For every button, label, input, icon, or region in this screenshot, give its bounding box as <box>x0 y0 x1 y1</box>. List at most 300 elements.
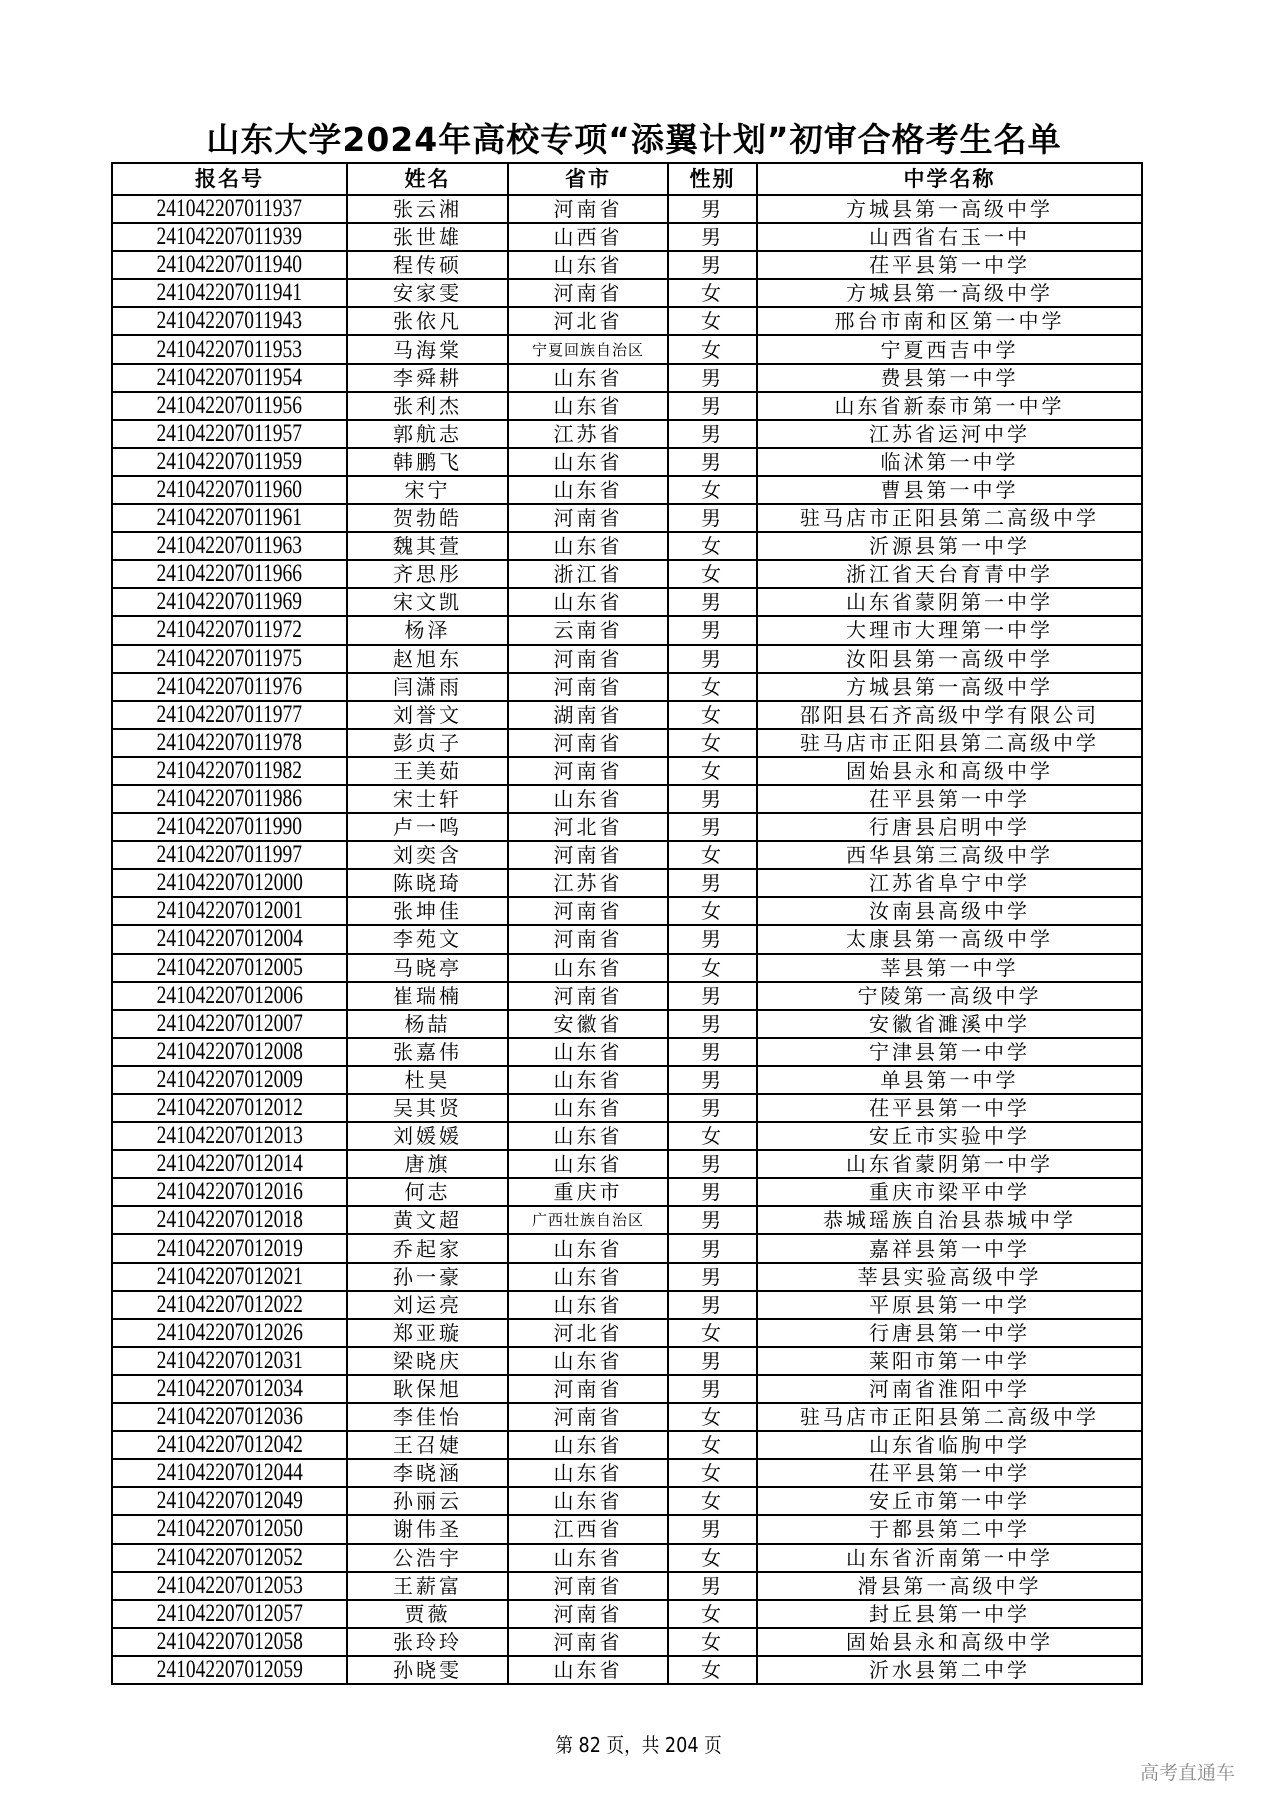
gender-cell: 男 <box>668 645 757 673</box>
province-cell: 山东省 <box>508 785 668 813</box>
header-province: 省市 <box>508 163 668 195</box>
province-cell: 山东省 <box>508 1263 668 1291</box>
table-row <box>112 1122 1142 1150</box>
table-row <box>112 223 1142 251</box>
gender-cell: 女 <box>668 1656 757 1684</box>
registration-number: 241042207012049 <box>156 1487 303 1515</box>
table-row <box>112 757 1142 785</box>
registration-number: 241042207011956 <box>156 391 303 419</box>
registration-number-cell <box>112 251 347 279</box>
school-cell: 浙江省天台育青中学 <box>757 560 1142 588</box>
school-cell: 曹县第一中学 <box>757 476 1142 504</box>
table-row <box>112 448 1142 476</box>
name-cell: 刘奕含 <box>347 841 508 869</box>
province-cell: 河南省 <box>508 1403 668 1431</box>
province-cell: 河南省 <box>508 982 668 1010</box>
province-cell: 湖南省 <box>508 701 668 729</box>
name-cell: 李晓涵 <box>347 1459 508 1487</box>
gender-cell: 男 <box>668 982 757 1010</box>
school-cell: 方城县第一高级中学 <box>757 673 1142 701</box>
registration-number-cell <box>112 1122 347 1150</box>
gender-cell: 男 <box>668 504 757 532</box>
registration-number: 241042207012013 <box>156 1122 303 1150</box>
name-cell: 公浩宇 <box>347 1544 508 1572</box>
registration-number-cell <box>112 223 347 251</box>
school-cell: 沂源县第一中学 <box>757 532 1142 560</box>
registration-number-cell <box>112 1291 347 1319</box>
province-cell: 河南省 <box>508 841 668 869</box>
name-cell: 杜昊 <box>347 1066 508 1094</box>
registration-number-cell <box>112 785 347 813</box>
gender-cell: 女 <box>668 1122 757 1150</box>
registration-number: 241042207012058 <box>156 1627 303 1655</box>
registration-number-cell <box>112 195 347 223</box>
name-cell: 张坤佳 <box>347 897 508 925</box>
registration-number-cell <box>112 1459 347 1487</box>
school-cell: 行唐县启明中学 <box>757 813 1142 841</box>
registration-number-cell <box>112 813 347 841</box>
name-cell: 崔瑞楠 <box>347 982 508 1010</box>
name-cell: 刘媛媛 <box>347 1122 508 1150</box>
gender-cell: 女 <box>668 1487 757 1515</box>
table-row <box>112 251 1142 279</box>
registration-number: 241042207011986 <box>156 785 303 813</box>
gender-cell: 女 <box>668 1431 757 1459</box>
school-cell: 驻马店市正阳县第二高级中学 <box>757 729 1142 757</box>
table-row <box>112 1234 1142 1262</box>
registration-number-cell <box>112 504 347 532</box>
name-cell: 孙晓雯 <box>347 1656 508 1684</box>
registration-number: 241042207012014 <box>156 1150 303 1178</box>
province-cell: 山东省 <box>508 476 668 504</box>
gender-cell: 女 <box>668 1628 757 1656</box>
gender-cell: 女 <box>668 1459 757 1487</box>
school-cell: 驻马店市正阳县第二高级中学 <box>757 504 1142 532</box>
gender-cell: 男 <box>668 420 757 448</box>
table-row <box>112 307 1142 335</box>
school-cell: 重庆市梁平中学 <box>757 1178 1142 1206</box>
gender-cell: 女 <box>668 757 757 785</box>
registration-number: 241042207012053 <box>156 1571 303 1599</box>
table-row <box>112 1319 1142 1347</box>
school-cell: 方城县第一高级中学 <box>757 195 1142 223</box>
registration-number-cell <box>112 645 347 673</box>
province-cell: 山东省 <box>508 1347 668 1375</box>
school-cell: 汝阳县第一高级中学 <box>757 645 1142 673</box>
name-cell: 齐思彤 <box>347 560 508 588</box>
watermark: 高考直通车 <box>1140 1762 1236 1784</box>
province-cell: 山东省 <box>508 1291 668 1319</box>
school-cell: 茌平县第一中学 <box>757 1459 1142 1487</box>
name-cell: 贺勃皓 <box>347 504 508 532</box>
school-cell: 宁津县第一中学 <box>757 1038 1142 1066</box>
gender-cell: 男 <box>668 251 757 279</box>
registration-number-cell <box>112 1487 347 1515</box>
gender-cell: 男 <box>668 1572 757 1600</box>
registration-number: 241042207011943 <box>156 307 303 335</box>
header-name: 姓名 <box>347 163 508 195</box>
gender-cell: 男 <box>668 448 757 476</box>
table-row <box>112 1628 1142 1656</box>
gender-cell: 男 <box>668 1347 757 1375</box>
province-cell: 江苏省 <box>508 420 668 448</box>
registration-number: 241042207011963 <box>156 532 303 560</box>
name-cell: 马海棠 <box>347 335 508 363</box>
registration-number: 241042207011960 <box>156 475 303 503</box>
gender-cell: 男 <box>668 1178 757 1206</box>
table-row <box>112 1459 1142 1487</box>
name-cell: 王召婕 <box>347 1431 508 1459</box>
registration-number: 241042207011959 <box>156 447 303 475</box>
name-cell: 程传硕 <box>347 251 508 279</box>
name-cell: 张依凡 <box>347 307 508 335</box>
header-row <box>112 163 1142 195</box>
name-cell: 何志 <box>347 1178 508 1206</box>
gender-cell: 男 <box>668 1206 757 1234</box>
registration-number-cell <box>112 757 347 785</box>
registration-number: 241042207011940 <box>156 251 303 279</box>
name-cell: 彭贞子 <box>347 729 508 757</box>
province-cell: 山东省 <box>508 1066 668 1094</box>
name-cell: 郑亚璇 <box>347 1319 508 1347</box>
gender-cell: 男 <box>668 869 757 897</box>
registration-number: 241042207012022 <box>156 1290 303 1318</box>
registration-number-cell <box>112 307 347 335</box>
name-cell: 李佳怡 <box>347 1403 508 1431</box>
province-cell: 山东省 <box>508 364 668 392</box>
school-cell: 河南省淮阳中学 <box>757 1375 1142 1403</box>
name-cell: 陈晓琦 <box>347 869 508 897</box>
gender-cell: 男 <box>668 392 757 420</box>
school-cell: 西华县第三高级中学 <box>757 841 1142 869</box>
province-cell: 河南省 <box>508 1375 668 1403</box>
name-cell: 宋文凯 <box>347 588 508 616</box>
school-cell: 邵阳县石齐高级中学有限公司 <box>757 701 1142 729</box>
province-cell: 河南省 <box>508 925 668 953</box>
name-cell: 黄文超 <box>347 1206 508 1234</box>
province-cell: 河南省 <box>508 757 668 785</box>
gender-cell: 女 <box>668 897 757 925</box>
name-cell: 刘誉文 <box>347 701 508 729</box>
table-row <box>112 532 1142 560</box>
registration-number-cell <box>112 1515 347 1543</box>
name-cell: 谢伟圣 <box>347 1515 508 1543</box>
gender-cell: 女 <box>668 532 757 560</box>
school-cell: 方城县第一高级中学 <box>757 279 1142 307</box>
name-cell: 乔起家 <box>347 1234 508 1262</box>
province-cell: 山东省 <box>508 1038 668 1066</box>
province-cell: 山东省 <box>508 251 668 279</box>
name-cell: 安家雯 <box>347 279 508 307</box>
gender-cell: 女 <box>668 335 757 363</box>
name-cell: 张嘉伟 <box>347 1038 508 1066</box>
registration-number: 241042207011937 <box>156 195 303 223</box>
registration-number-cell <box>112 448 347 476</box>
school-cell: 茌平县第一中学 <box>757 1094 1142 1122</box>
table-row <box>112 392 1142 420</box>
registration-number-cell <box>112 364 347 392</box>
school-cell: 封丘县第一中学 <box>757 1600 1142 1628</box>
table-row <box>112 504 1142 532</box>
province-cell: 云南省 <box>508 616 668 644</box>
registration-number: 241042207012042 <box>156 1431 303 1459</box>
name-cell: 卢一鸣 <box>347 813 508 841</box>
registration-number: 241042207012019 <box>156 1234 303 1262</box>
header-registration-number: 报名号 <box>112 163 347 195</box>
gender-cell: 女 <box>668 701 757 729</box>
name-cell: 杨喆 <box>347 1010 508 1038</box>
school-cell: 莘县第一中学 <box>757 954 1142 982</box>
name-cell: 马晓亭 <box>347 954 508 982</box>
table-row <box>112 1178 1142 1206</box>
school-cell: 宁陵第一高级中学 <box>757 982 1142 1010</box>
school-cell: 山西省右玉一中 <box>757 223 1142 251</box>
registration-number: 241042207011978 <box>156 728 303 756</box>
school-cell: 滑县第一高级中学 <box>757 1572 1142 1600</box>
school-cell: 恭城瑶族自治县恭城中学 <box>757 1206 1142 1234</box>
table-row <box>112 729 1142 757</box>
table-row <box>112 897 1142 925</box>
province-cell: 河南省 <box>508 897 668 925</box>
page-footer <box>0 1732 1278 1758</box>
province-cell: 山东省 <box>508 1094 668 1122</box>
table-row <box>112 673 1142 701</box>
province-cell: 山东省 <box>508 1656 668 1684</box>
province-cell: 河南省 <box>508 1572 668 1600</box>
registration-number-cell <box>112 673 347 701</box>
registration-number-cell <box>112 1263 347 1291</box>
registration-number-cell <box>112 1403 347 1431</box>
registration-number: 241042207012004 <box>156 925 303 953</box>
registration-number: 241042207011969 <box>156 588 303 616</box>
province-cell: 河南省 <box>508 504 668 532</box>
table-row <box>112 616 1142 644</box>
school-cell: 平原县第一中学 <box>757 1291 1142 1319</box>
registration-number-cell <box>112 954 347 982</box>
school-cell: 江苏省阜宁中学 <box>757 869 1142 897</box>
table-row <box>112 1206 1142 1234</box>
school-cell: 行唐县第一中学 <box>757 1319 1142 1347</box>
school-cell: 太康县第一高级中学 <box>757 925 1142 953</box>
name-cell: 刘运亮 <box>347 1291 508 1319</box>
registration-number: 241042207011990 <box>156 813 303 841</box>
name-cell: 王薪富 <box>347 1572 508 1600</box>
gender-cell: 男 <box>668 1291 757 1319</box>
school-cell: 安丘市实验中学 <box>757 1122 1142 1150</box>
name-cell: 孙丽云 <box>347 1487 508 1515</box>
gender-cell: 男 <box>668 785 757 813</box>
name-cell: 唐旗 <box>347 1150 508 1178</box>
candidate-list-table <box>111 162 1143 1685</box>
name-cell: 孙一豪 <box>347 1263 508 1291</box>
name-cell: 王美茹 <box>347 757 508 785</box>
table-row <box>112 1572 1142 1600</box>
gender-cell: 女 <box>668 279 757 307</box>
province-cell: 江苏省 <box>508 869 668 897</box>
name-cell: 贾薇 <box>347 1600 508 1628</box>
table-row <box>112 1291 1142 1319</box>
registration-number-cell <box>112 279 347 307</box>
gender-cell: 男 <box>668 1234 757 1262</box>
registration-number: 241042207012021 <box>156 1262 303 1290</box>
table-body <box>112 195 1142 1684</box>
registration-number-cell <box>112 1319 347 1347</box>
registration-number-cell <box>112 1038 347 1066</box>
table-row <box>112 869 1142 897</box>
school-cell: 莘县实验高级中学 <box>757 1263 1142 1291</box>
table-row <box>112 813 1142 841</box>
gender-cell: 女 <box>668 307 757 335</box>
registration-number: 241042207012050 <box>156 1515 303 1543</box>
registration-number-cell <box>112 1178 347 1206</box>
registration-number: 241042207011972 <box>156 616 303 644</box>
registration-number-cell <box>112 1206 347 1234</box>
gender-cell: 女 <box>668 1403 757 1431</box>
table-row <box>112 1263 1142 1291</box>
name-cell: 张利杰 <box>347 392 508 420</box>
table-row <box>112 420 1142 448</box>
gender-cell: 女 <box>668 1600 757 1628</box>
province-cell: 河南省 <box>508 673 668 701</box>
school-cell: 固始县永和高级中学 <box>757 1628 1142 1656</box>
registration-number: 241042207012000 <box>156 869 303 897</box>
name-cell: 杨泽 <box>347 616 508 644</box>
gender-cell: 男 <box>668 813 757 841</box>
school-cell: 于都县第二中学 <box>757 1515 1142 1543</box>
registration-number-cell <box>112 1347 347 1375</box>
registration-number: 241042207011975 <box>156 644 303 672</box>
gender-cell: 男 <box>668 1263 757 1291</box>
province-cell: 江西省 <box>508 1515 668 1543</box>
name-cell: 韩鹏飞 <box>347 448 508 476</box>
province-cell: 河南省 <box>508 645 668 673</box>
registration-number-cell <box>112 897 347 925</box>
province-cell: 山东省 <box>508 588 668 616</box>
name-cell: 张云湘 <box>347 195 508 223</box>
province-cell: 河南省 <box>508 279 668 307</box>
school-cell: 固始县永和高级中学 <box>757 757 1142 785</box>
table-row <box>112 195 1142 223</box>
gender-cell: 男 <box>668 925 757 953</box>
table-row <box>112 925 1142 953</box>
gender-cell: 男 <box>668 364 757 392</box>
table-row <box>112 954 1142 982</box>
table-row <box>112 279 1142 307</box>
table-row <box>112 335 1142 363</box>
gender-cell: 女 <box>668 954 757 982</box>
table-row <box>112 1038 1142 1066</box>
gender-cell: 男 <box>668 1094 757 1122</box>
registration-number-cell <box>112 1544 347 1572</box>
table-header <box>112 163 1142 195</box>
table-row <box>112 1515 1142 1543</box>
gender-cell: 男 <box>668 1066 757 1094</box>
registration-number-cell <box>112 1656 347 1684</box>
name-cell: 耿保旭 <box>347 1375 508 1403</box>
province-cell: 河南省 <box>508 1628 668 1656</box>
registration-number-cell <box>112 335 347 363</box>
registration-number: 241042207012009 <box>156 1065 303 1093</box>
gender-cell: 女 <box>668 476 757 504</box>
school-cell: 大理市大理第一中学 <box>757 616 1142 644</box>
registration-number: 241042207011982 <box>156 756 303 784</box>
registration-number: 241042207012031 <box>156 1346 303 1374</box>
table-row <box>112 476 1142 504</box>
header-gender: 性别 <box>668 163 757 195</box>
province-cell: 山东省 <box>508 1487 668 1515</box>
gender-cell: 女 <box>668 1319 757 1347</box>
province-cell: 山东省 <box>508 532 668 560</box>
school-cell: 茌平县第一中学 <box>757 251 1142 279</box>
registration-number: 241042207012059 <box>156 1655 303 1683</box>
registration-number: 241042207011939 <box>156 223 303 251</box>
name-cell: 宋宁 <box>347 476 508 504</box>
registration-number: 241042207011966 <box>156 560 303 588</box>
registration-number-cell <box>112 729 347 757</box>
gender-cell: 男 <box>668 223 757 251</box>
registration-number-cell <box>112 392 347 420</box>
school-cell: 山东省蒙阴第一中学 <box>757 588 1142 616</box>
registration-number-cell <box>112 1431 347 1459</box>
province-cell: 河南省 <box>508 1600 668 1628</box>
name-cell: 吴其贤 <box>347 1094 508 1122</box>
province-cell: 河南省 <box>508 195 668 223</box>
school-cell: 宁夏西吉中学 <box>757 335 1142 363</box>
province-cell: 山西省 <box>508 223 668 251</box>
name-cell: 宋士轩 <box>347 785 508 813</box>
registration-number: 241042207011976 <box>156 672 303 700</box>
gender-cell: 男 <box>668 616 757 644</box>
registration-number: 241042207012036 <box>156 1403 303 1431</box>
registration-number: 241042207011953 <box>156 335 303 363</box>
registration-number-cell <box>112 925 347 953</box>
table-row <box>112 982 1142 1010</box>
registration-number-cell <box>112 1066 347 1094</box>
registration-number-cell <box>112 1572 347 1600</box>
table-row <box>112 1150 1142 1178</box>
table-row <box>112 1066 1142 1094</box>
gender-cell: 女 <box>668 673 757 701</box>
registration-number-cell <box>112 560 347 588</box>
table-row <box>112 645 1142 673</box>
registration-number: 241042207012012 <box>156 1094 303 1122</box>
province-cell: 山东省 <box>508 392 668 420</box>
table-row <box>112 1487 1142 1515</box>
table-row <box>112 1010 1142 1038</box>
registration-number: 241042207011941 <box>156 279 303 307</box>
province-cell: 山东省 <box>508 448 668 476</box>
name-cell: 郭航志 <box>347 420 508 448</box>
province-cell: 河南省 <box>508 729 668 757</box>
registration-number-cell <box>112 1234 347 1262</box>
province-cell: 广西壮族自治区 <box>508 1206 668 1234</box>
registration-number: 241042207012005 <box>156 953 303 981</box>
province-cell: 河北省 <box>508 1319 668 1347</box>
registration-number-cell <box>112 869 347 897</box>
name-cell: 李舜耕 <box>347 364 508 392</box>
school-cell: 安徽省濉溪中学 <box>757 1010 1142 1038</box>
school-cell: 莱阳市第一中学 <box>757 1347 1142 1375</box>
school-cell: 沂水县第二中学 <box>757 1656 1142 1684</box>
registration-number-cell <box>112 532 347 560</box>
registration-number: 241042207011997 <box>156 841 303 869</box>
registration-number-cell <box>112 1150 347 1178</box>
gender-cell: 女 <box>668 841 757 869</box>
table-row <box>112 560 1142 588</box>
table-row <box>112 785 1142 813</box>
gender-cell: 男 <box>668 1375 757 1403</box>
registration-number: 241042207012034 <box>156 1374 303 1402</box>
